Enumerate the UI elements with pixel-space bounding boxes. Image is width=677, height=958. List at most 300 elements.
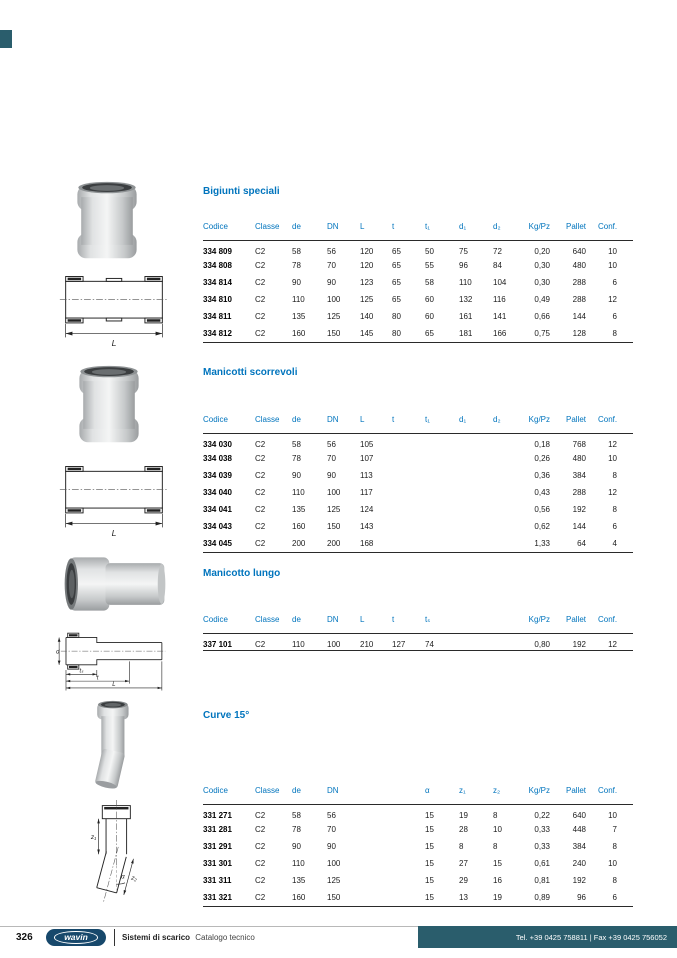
column-header: L [360, 213, 392, 240]
table-cell: 334 808 [203, 261, 232, 270]
footer-series-subtitle: Catalogo tecnico [195, 933, 255, 942]
table-cell: 8 [612, 505, 617, 514]
table-cell: C2 [255, 246, 266, 256]
table-cell: C2 [255, 312, 266, 321]
table-cell [392, 889, 425, 906]
table-row [203, 633, 633, 650]
table-cell [392, 872, 425, 889]
table-cell: 160 [292, 892, 306, 902]
table-row [203, 433, 633, 450]
column-header: d₂ [493, 213, 523, 240]
table-cell: 60 [425, 312, 434, 321]
table-cell: 65 [392, 246, 401, 256]
table-cell: 334 039 [203, 471, 232, 480]
table-cell: 15 [425, 876, 434, 885]
table-cell: 6 [612, 278, 617, 287]
table-cell: 192 [572, 639, 586, 649]
table-cell: 10 [608, 246, 617, 256]
table-cell: 288 [572, 295, 586, 304]
table-cell: 65 [392, 295, 401, 304]
table-cell: 90 [327, 471, 336, 480]
table-cell: 10 [608, 859, 617, 868]
table-cell: 90 [292, 278, 301, 287]
dim-label-d: d [56, 649, 60, 656]
table-cell [392, 838, 425, 855]
table-cell [392, 804, 425, 821]
section-title-bigiunti-speciali: Bigiunti speciali [203, 186, 280, 197]
table-row [203, 291, 633, 308]
table-cell [392, 450, 425, 467]
table-cell: 15 [425, 825, 434, 834]
table-cell: 0,30 [534, 278, 550, 287]
spec-table-bigiunti-speciali [203, 213, 633, 343]
table-cell: 125 [327, 505, 341, 514]
table-cell [392, 821, 425, 838]
wavin-logo-text: wavin [54, 931, 98, 944]
table-cell: C2 [255, 454, 266, 463]
table-cell [459, 501, 493, 518]
column-header [392, 777, 425, 804]
column-header: Conf. [598, 213, 633, 240]
table-cell: C2 [255, 439, 266, 449]
column-header: DN [327, 777, 360, 804]
column-header: Codice [203, 213, 255, 240]
table-cell: 104 [493, 278, 507, 287]
table-row [203, 240, 633, 257]
table-cell: 70 [327, 454, 336, 463]
table-cell: 331 271 [203, 810, 232, 820]
footer-contact-text: Tel. +39 0425 758811 | Fax +39 0425 756052 [515, 932, 667, 942]
table-row [203, 838, 633, 855]
spec-table-manicotto-lungo [203, 606, 633, 651]
table-cell [459, 450, 493, 467]
column-header: Codice [203, 406, 255, 433]
table-cell: C2 [255, 859, 266, 868]
table-cell [392, 855, 425, 872]
product-photo-manicotto-scorrevole [66, 362, 152, 448]
table-cell: 192 [572, 505, 586, 514]
table-cell [392, 501, 425, 518]
column-header: Kg/Pz [523, 606, 562, 633]
table-row [203, 518, 633, 535]
table-cell: 8 [459, 842, 464, 851]
table-cell: 200 [327, 538, 341, 548]
technical-drawing-curva-15 [74, 800, 168, 914]
table-header-row [203, 213, 633, 240]
table-cell: 58 [292, 439, 301, 449]
dim-label-t: t [96, 675, 99, 682]
table-cell: 135 [292, 312, 306, 321]
column-header: α [425, 777, 459, 804]
table-cell: 90 [327, 842, 336, 851]
table-cell: 334 812 [203, 328, 232, 338]
table-cell: 288 [572, 278, 586, 287]
table-cell: 100 [327, 295, 341, 304]
table-cell: 78 [292, 825, 301, 834]
table-cell: 240 [572, 859, 586, 868]
table-cell: 132 [459, 295, 473, 304]
column-header: Kg/Pz [523, 406, 562, 433]
table-cell: 110 [459, 278, 472, 287]
table-cell: 74 [425, 639, 434, 649]
table-cell: 96 [459, 261, 468, 270]
table-cell: 72 [493, 246, 502, 256]
table-cell [425, 467, 459, 484]
table-cell: 480 [572, 454, 586, 463]
table-cell [425, 518, 459, 535]
table-cell: 8 [612, 876, 617, 885]
table-cell: C2 [255, 825, 266, 834]
table-cell: 166 [493, 328, 507, 338]
table-cell [392, 433, 425, 450]
table-cell: 90 [327, 278, 336, 287]
table-cell: 640 [572, 810, 586, 820]
table-cell: 90 [292, 842, 301, 851]
table-cell: 96 [577, 892, 586, 902]
table-cell: 110 [292, 639, 305, 649]
table-row [203, 855, 633, 872]
table-cell: 181 [459, 328, 473, 338]
table-cell: C2 [255, 538, 266, 548]
table-cell [392, 535, 425, 552]
table-cell: 0,80 [534, 639, 550, 649]
footer-series-title: Sistemi di scarico [122, 933, 191, 942]
table-cell: 15 [425, 842, 434, 851]
table-cell: 768 [572, 439, 586, 449]
table-cell: 12 [608, 295, 617, 304]
table-cell: 100 [327, 639, 341, 649]
table-cell: 65 [392, 261, 401, 270]
table-cell: 0,49 [534, 295, 550, 304]
table-row [203, 484, 633, 501]
product-photo-bigiunto [64, 178, 150, 264]
table-cell: 0,66 [534, 312, 550, 321]
column-header: DN [327, 213, 360, 240]
table-cell: 10 [608, 454, 617, 463]
table-cell: 12 [608, 439, 617, 449]
table-cell: 192 [572, 876, 586, 885]
table-cell: 135 [292, 505, 306, 514]
table-cell: 100 [327, 859, 341, 868]
table-cell: 15 [493, 859, 502, 868]
table-cell [360, 855, 392, 872]
column-header: Classe [255, 777, 292, 804]
table-cell: C2 [255, 522, 266, 531]
table-row [203, 501, 633, 518]
table-cell: 640 [572, 246, 586, 256]
table-cell: 384 [572, 471, 586, 480]
table-cell: 0,56 [534, 505, 550, 514]
table-cell: 12 [608, 488, 617, 497]
table-row [203, 450, 633, 467]
table-cell [459, 467, 493, 484]
table-row [203, 257, 633, 274]
table-cell: 0,30 [534, 261, 550, 270]
column-header: z₂ [493, 777, 523, 804]
table-cell: 140 [360, 312, 374, 321]
table-cell: 337 101 [203, 639, 232, 649]
table-cell [493, 501, 523, 518]
table-cell: 145 [360, 328, 374, 338]
table-cell: 334 810 [203, 295, 232, 304]
table-cell: 161 [459, 312, 473, 321]
table-cell: 334 041 [203, 505, 232, 514]
table-cell: 12 [608, 639, 617, 649]
table-cell [360, 872, 392, 889]
table-cell: C2 [255, 471, 266, 480]
table-cell: 120 [360, 261, 374, 270]
table-cell: 0,43 [534, 488, 550, 497]
table-cell: 150 [327, 328, 341, 338]
table-cell: 135 [292, 876, 306, 885]
table-cell: 0,81 [534, 876, 550, 885]
table-cell: 27 [459, 859, 468, 868]
dim-label-length: L [111, 528, 117, 539]
table-cell: 8 [493, 842, 498, 851]
table-cell: 10 [608, 261, 617, 270]
table-cell: 160 [292, 522, 306, 531]
table-cell [493, 633, 523, 650]
table-cell [360, 889, 392, 906]
table-row [203, 325, 633, 342]
table-cell: 0,75 [534, 328, 550, 338]
table-cell: 384 [572, 842, 586, 851]
table-cell [459, 484, 493, 501]
column-header: Pallet [562, 777, 598, 804]
table-cell [459, 518, 493, 535]
column-header: de [292, 606, 327, 633]
table-cell: 125 [327, 876, 341, 885]
column-header: z₁ [459, 777, 493, 804]
table-cell: 28 [459, 825, 468, 834]
table-cell [459, 433, 493, 450]
table-cell: 0,89 [534, 892, 550, 902]
footer-divider [114, 929, 115, 946]
footer-contact-bar [418, 926, 677, 948]
table-cell [425, 450, 459, 467]
table-cell: C2 [255, 295, 266, 304]
table-cell: 331 291 [203, 842, 232, 851]
table-cell: 75 [459, 246, 468, 256]
table-cell: C2 [255, 278, 266, 287]
table-cell: C2 [255, 842, 266, 851]
section-title-manicotti-scorrevoli: Manicotti scorrevoli [203, 367, 298, 378]
dim-label-alpha: α [121, 873, 125, 881]
table-row [203, 872, 633, 889]
table-cell: 480 [572, 261, 586, 270]
table-cell [360, 804, 392, 821]
table-cell: 16 [493, 876, 502, 885]
table-cell: 331 281 [203, 825, 232, 834]
column-header: Conf. [598, 777, 633, 804]
table-header-row [203, 777, 633, 804]
product-photo-manicotto-lungo [58, 546, 172, 622]
wavin-logo [46, 929, 106, 946]
column-header: t₁ [425, 213, 459, 240]
section-title-manicotto-lungo: Manicotto lungo [203, 568, 281, 579]
table-cell: 10 [493, 825, 502, 834]
table-cell: 60 [425, 295, 434, 304]
table-cell: 0,26 [534, 454, 550, 463]
table-cell [459, 633, 493, 650]
table-cell: 0,22 [534, 810, 550, 820]
table-cell [392, 467, 425, 484]
table-cell: 55 [425, 261, 434, 270]
column-header [493, 606, 523, 633]
table-row [203, 274, 633, 291]
dim-label-ts: tₛ [79, 668, 84, 675]
dim-label-z2: z₂ [130, 874, 138, 883]
table-cell: 160 [292, 328, 306, 338]
table-cell: C2 [255, 488, 266, 497]
column-header [360, 777, 392, 804]
table-cell: 334 811 [203, 312, 232, 321]
table-cell: 65 [425, 328, 434, 338]
table-cell: 78 [292, 261, 301, 270]
table-cell: C2 [255, 328, 266, 338]
table-cell: 125 [360, 295, 374, 304]
table-cell: 19 [493, 892, 502, 902]
table-cell: 65 [392, 278, 401, 287]
table-cell: 144 [572, 312, 586, 321]
table-cell: 334 040 [203, 488, 232, 497]
column-header: DN [327, 606, 360, 633]
table-cell: 0,33 [534, 842, 550, 851]
column-header: Pallet [562, 606, 598, 633]
table-cell: 128 [572, 328, 586, 338]
column-header: Kg/Pz [523, 213, 562, 240]
column-header: Codice [203, 777, 255, 804]
table-cell: C2 [255, 261, 266, 270]
column-header: t₁ [425, 406, 459, 433]
table-cell: C2 [255, 639, 266, 649]
table-cell [459, 535, 493, 552]
table-cell [425, 501, 459, 518]
table-cell: 0,36 [534, 471, 550, 480]
page-footer [0, 926, 677, 954]
table-cell: 331 321 [203, 892, 232, 902]
table-cell: 144 [572, 522, 586, 531]
table-cell: 150 [327, 522, 341, 531]
table-cell: 8 [612, 842, 617, 851]
table-cell: 0,18 [534, 439, 550, 449]
table-cell: 8 [493, 810, 498, 820]
column-header: Conf. [598, 606, 633, 633]
table-cell: 105 [360, 439, 374, 449]
table-cell: 19 [459, 810, 468, 820]
table-cell: 15 [425, 892, 434, 902]
table-cell: 6 [612, 522, 617, 531]
table-cell: 58 [292, 810, 301, 820]
product-photo-curva-15 [84, 698, 150, 797]
table-cell [425, 535, 459, 552]
column-header: Pallet [562, 406, 598, 433]
table-cell: 150 [327, 892, 341, 902]
table-cell: 78 [292, 454, 301, 463]
table-cell: 110 [292, 295, 305, 304]
column-header: Classe [255, 406, 292, 433]
table-cell: 90 [292, 471, 301, 480]
column-header: de [292, 213, 327, 240]
table-row [203, 889, 633, 906]
table-cell: 127 [392, 639, 406, 649]
table-cell [425, 484, 459, 501]
technical-drawing-bigiunto [56, 262, 172, 349]
table-cell: 168 [360, 538, 374, 548]
table-cell: 8 [612, 328, 617, 338]
table-cell: 100 [327, 488, 341, 497]
table-cell [493, 433, 523, 450]
table-row [203, 821, 633, 838]
spec-table-manicotti-scorrevoli [203, 406, 633, 553]
table-cell: 70 [327, 261, 336, 270]
table-cell: 56 [327, 246, 336, 256]
table-cell [493, 484, 523, 501]
table-cell: C2 [255, 876, 266, 885]
table-cell: 331 301 [203, 859, 232, 868]
table-cell: 58 [425, 278, 434, 287]
table-cell: 334 814 [203, 278, 232, 287]
column-header: Pallet [562, 213, 598, 240]
table-cell: 50 [425, 246, 434, 256]
table-cell: 200 [292, 538, 306, 548]
footer-series [122, 933, 255, 942]
column-header: d₁ [459, 213, 493, 240]
table-cell: 334 809 [203, 246, 232, 256]
table-cell [493, 535, 523, 552]
table-cell [493, 518, 523, 535]
table-cell: 116 [493, 295, 506, 304]
table-cell [392, 484, 425, 501]
table-cell: 58 [292, 246, 301, 256]
section-tab-marker [0, 30, 12, 48]
column-header: Classe [255, 606, 292, 633]
technical-drawing-manicotto-scorrevole [56, 452, 172, 539]
column-header: t [392, 406, 425, 433]
table-cell: C2 [255, 505, 266, 514]
table-cell: 8 [612, 471, 617, 480]
column-header: L [360, 606, 392, 633]
table-cell: 1,33 [534, 538, 550, 548]
table-cell: 120 [360, 246, 374, 256]
table-row [203, 804, 633, 821]
table-cell [360, 838, 392, 855]
table-cell: 334 043 [203, 522, 232, 531]
table-row [203, 467, 633, 484]
table-cell: 0,20 [534, 246, 550, 256]
table-cell: 80 [392, 328, 401, 338]
column-header [459, 606, 493, 633]
table-cell: C2 [255, 810, 266, 820]
column-header: d₂ [493, 406, 523, 433]
spec-table-curve-15 [203, 777, 633, 907]
column-header: Conf. [598, 406, 633, 433]
table-cell [425, 433, 459, 450]
table-cell: 288 [572, 488, 586, 497]
table-cell: 0,61 [534, 859, 550, 868]
table-cell: 7 [612, 825, 617, 834]
table-cell: 15 [425, 810, 434, 820]
column-header: tₛ [425, 606, 459, 633]
column-header: DN [327, 406, 360, 433]
dim-label-z1: z₁ [90, 834, 97, 842]
table-cell: 210 [360, 639, 374, 649]
table-cell: 141 [493, 312, 507, 321]
column-header: Classe [255, 213, 292, 240]
dim-label-length: L [112, 682, 116, 689]
table-cell: 107 [360, 454, 374, 463]
table-cell: 448 [572, 825, 586, 834]
